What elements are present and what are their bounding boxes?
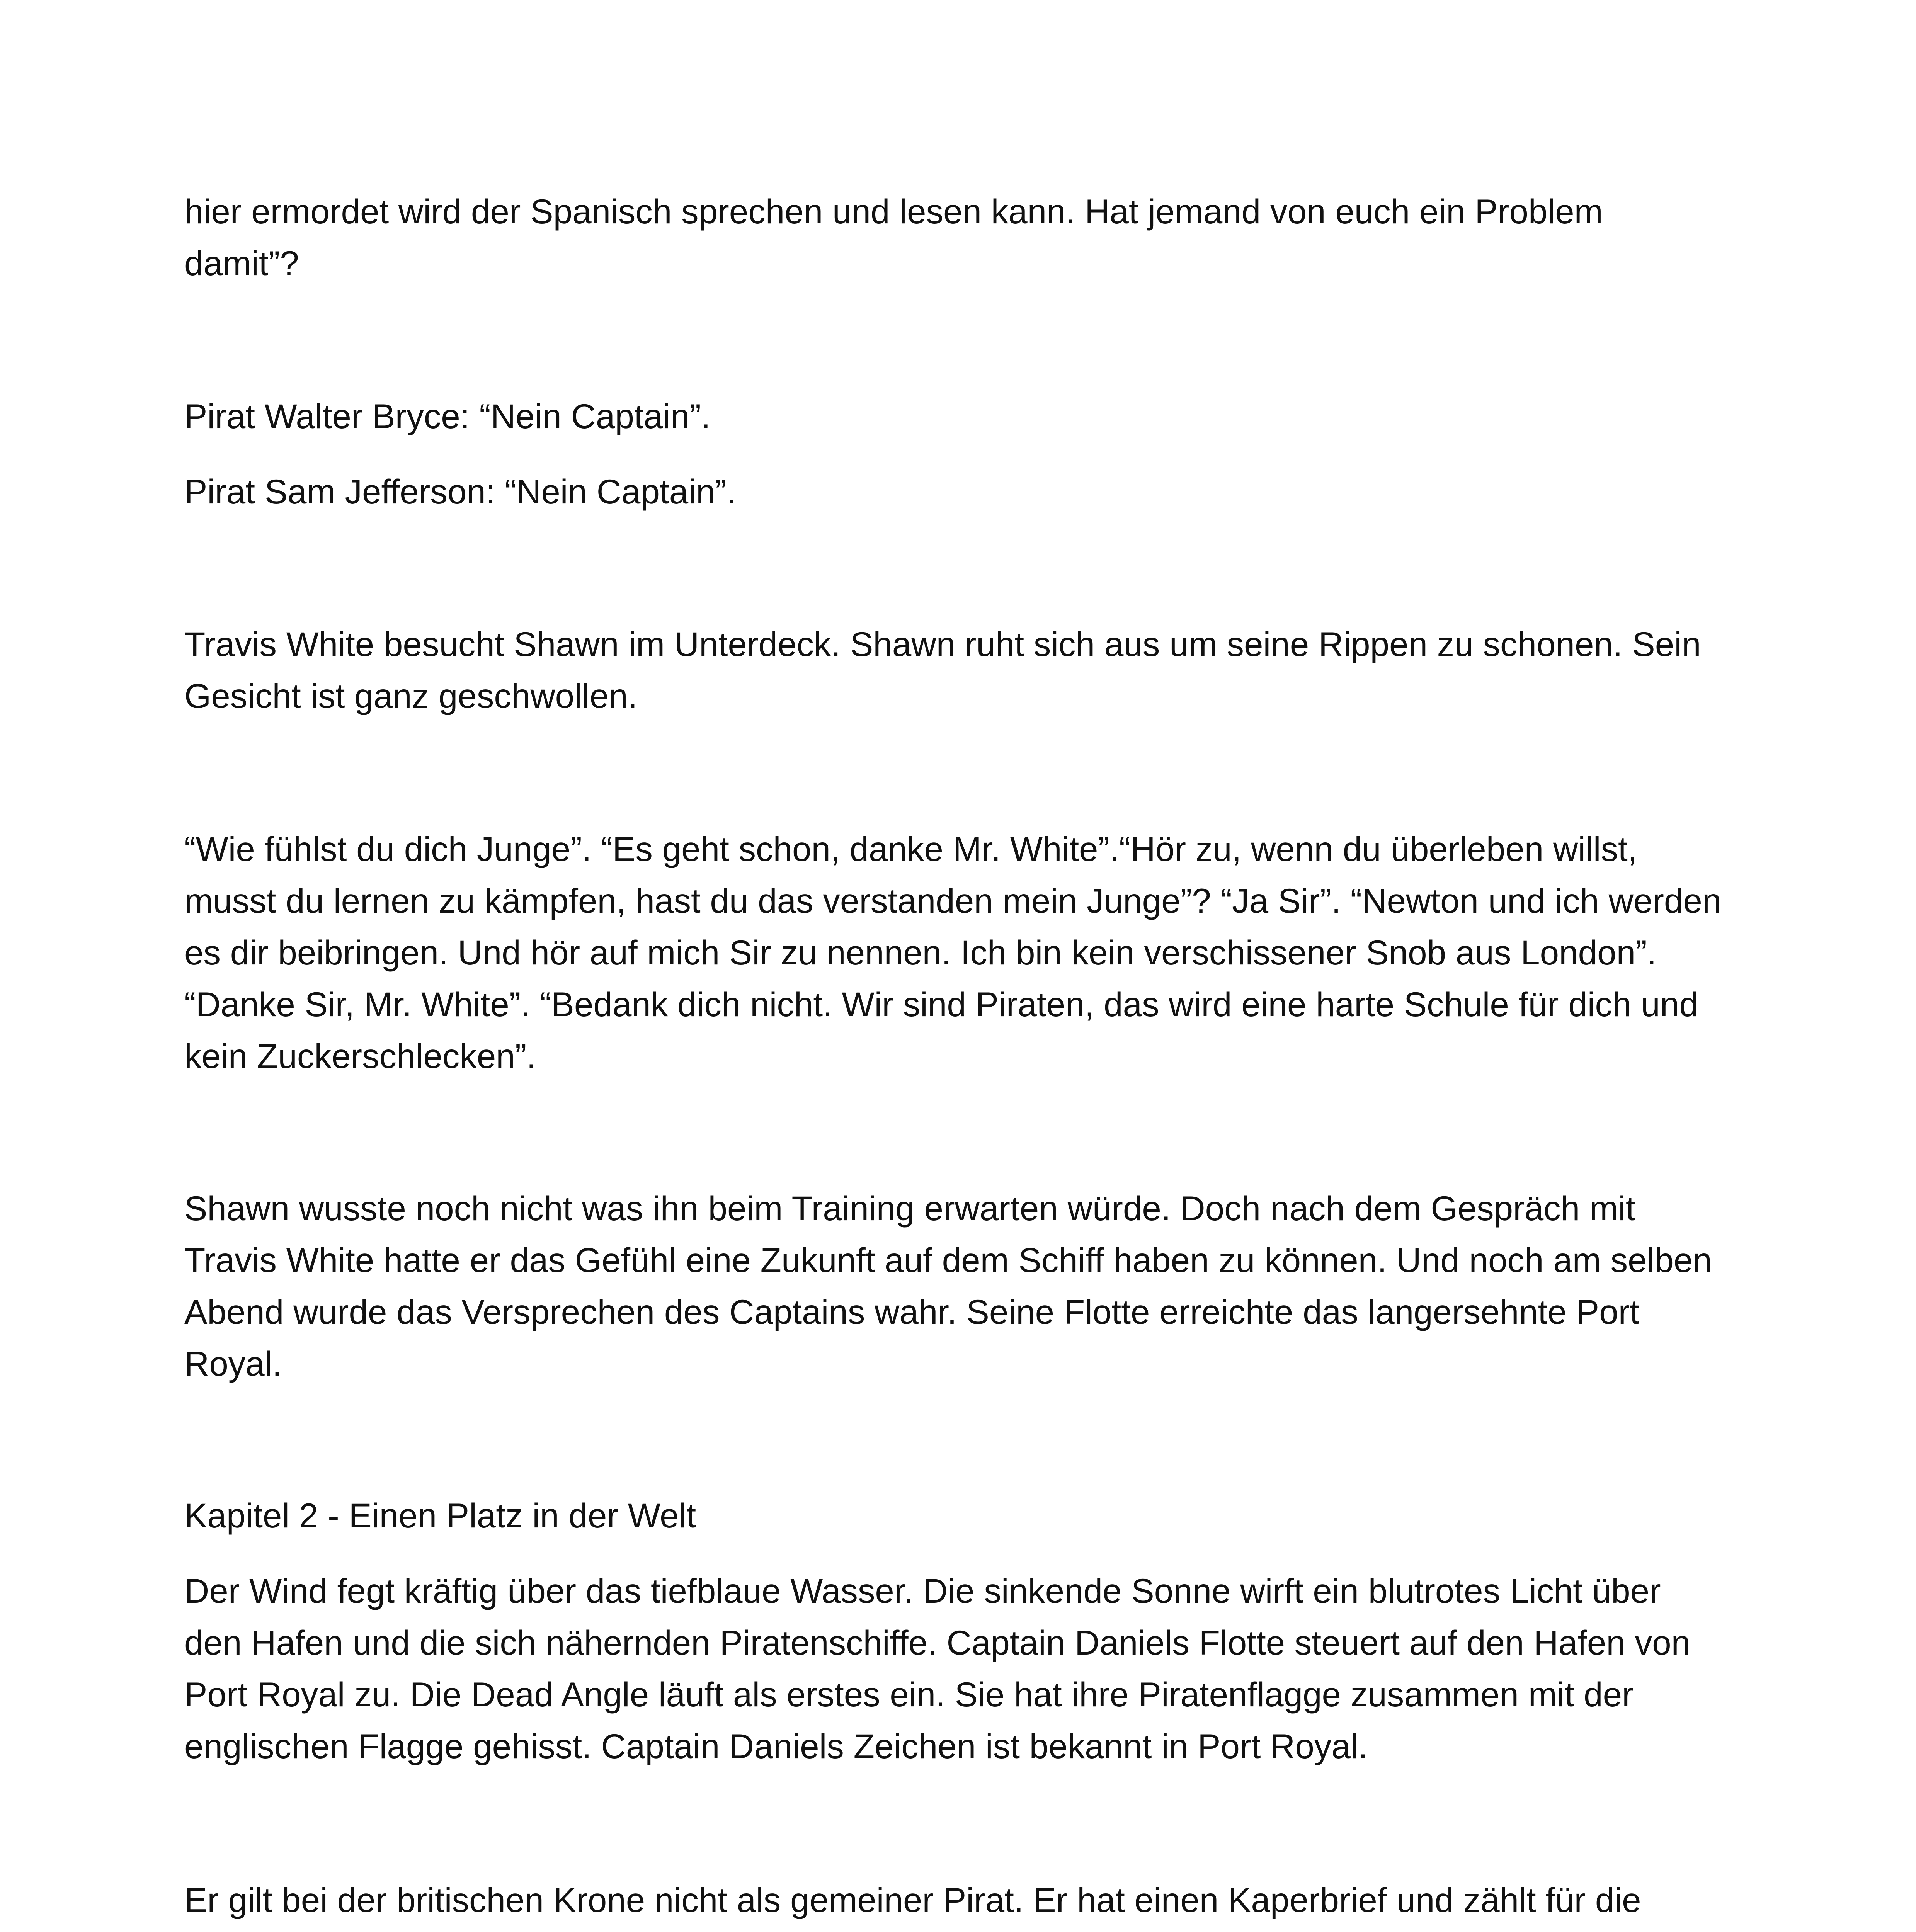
paragraph-travis-visit: Travis White besucht Shawn im Unterdeck. Shawn ruht sich aus um seine Rippen zu schonen. Sein Gesicht ist ganz geschwollen. — [184, 625, 1701, 715]
dialogue-line-sam-jefferson: Pirat Sam Jefferson: “Nein Captain”. — [184, 472, 736, 511]
dialogue-line-walter-bryce: Pirat Walter Bryce: “Nein Captain”. — [184, 397, 711, 435]
chapter-heading: Kapitel 2 - Einen Platz in der Welt — [184, 1496, 696, 1535]
paragraph-continuation: hier ermordet wird der Spanisch sprechen und lesen kann. Hat jemand von euch ein Problem damit”? — [184, 192, 1603, 282]
paragraph-port-royal-arrival: Shawn wusste noch nicht was ihn beim Training erwarten würde. Doch nach dem Gespräch mit Travis White hatte er das Gefühl eine Zukunft auf dem Schiff haben zu können. Und noch am selben Abend wurde das Versprechen des Captains wahr. Seine Flotte erreichte das langersehnte Port Royal. — [184, 1189, 1712, 1383]
paragraph-dialogue-training: “Wie fühlst du dich Junge”. “Es geht schon, danke Mr. White”.“Hör zu, wenn du überleben willst, musst du lernen zu kämpfen, hast du das verstanden mein Junge”? “Ja Sir”. “Newton und ich werden es dir beibringen. Und hör auf mich Sir zu nennen. Ich bin kein verschissener Snob aus London”. “Danke Sir, Mr. White”. “Bedank dich nicht. Wir sind Piraten, das wird eine harte Schule für dich und kein Zuckerschlecken”. — [184, 830, 1722, 1075]
paragraph-harbor-scene: Der Wind fegt kräftig über das tiefblaue Wasser. Die sinkende Sonne wirft ein blutrotes Licht über den Hafen und die sich nähernden Piratenschiffe. Captain Daniels Flotte steuert auf den Hafen von Port Royal zu. Die Dead Angle läuft als erstes ein. Sie hat ihre Piratenflagge zusammen mit der englischen Flagge gehisst. Captain Daniels Zeichen ist bekannt in Port Royal. — [184, 1571, 1691, 1765]
paragraph-letter-of-marque: Er gilt bei der britischen Krone nicht als gemeiner Pirat. Er hat einen Kaperbrief und zählt für die — [184, 1881, 1641, 1919]
